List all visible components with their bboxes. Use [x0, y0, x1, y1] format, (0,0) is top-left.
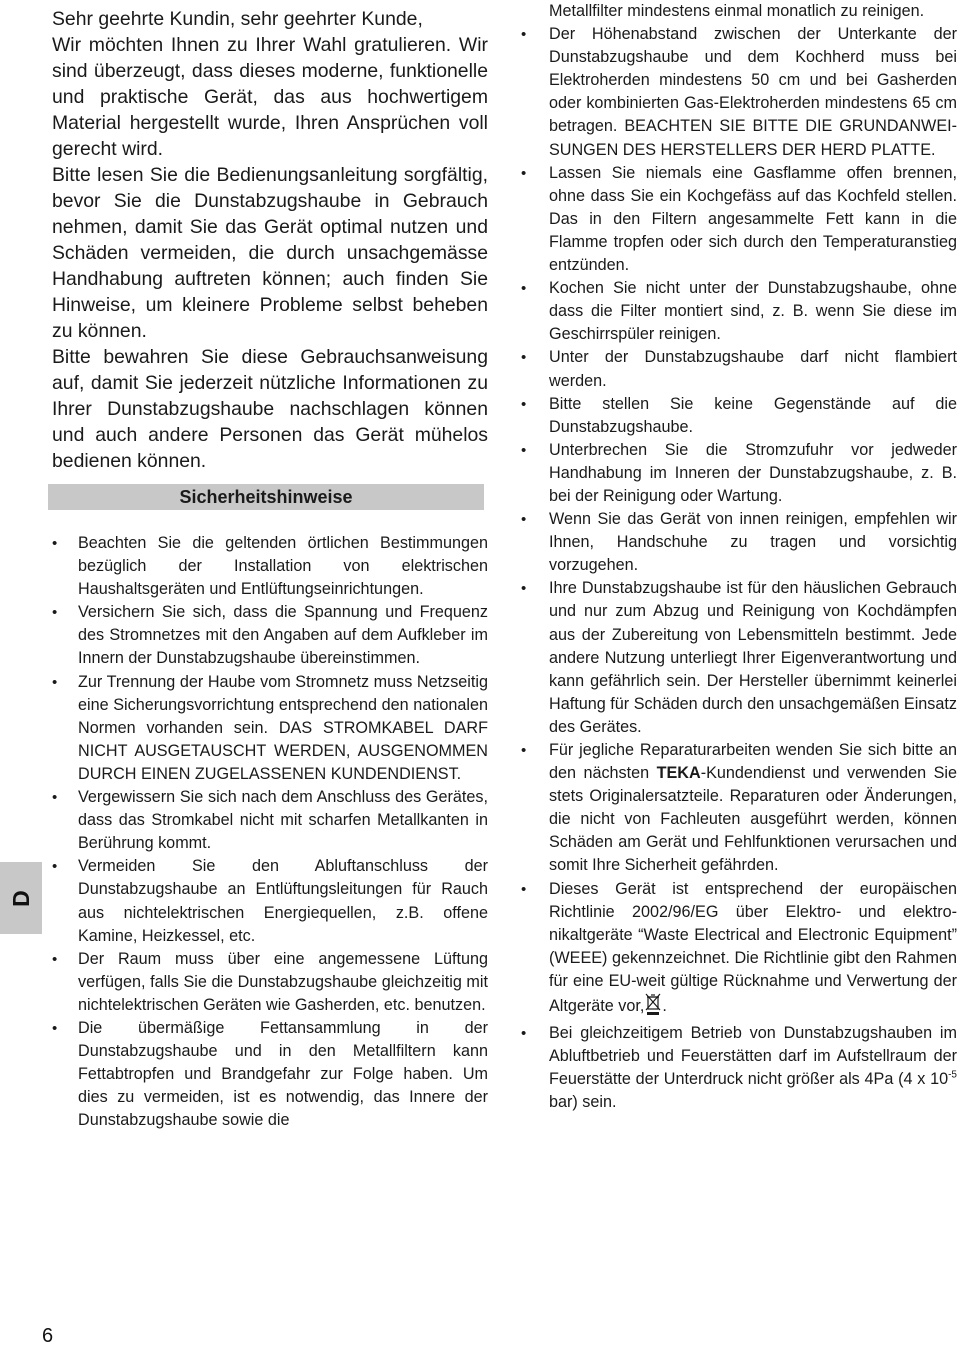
list-item-weee [521, 878, 957, 1023]
list-item: • Versichern Sie sich, dass die Spannung und Frequenz des Stromnetzes mit den Angaben auf dem Aufkleber im Innern der Dunstabzugshaube übereinstimmen. [52, 601, 488, 670]
list-item: • Beachten Sie die geltenden örtlichen Bestimmungen bezüglich der Installation von elektrischen Haushaltsgeräten und Entlüftungseinrichtungen. [52, 532, 488, 601]
list-item-pressure [521, 1022, 957, 1114]
pressure-exponent: -5 [948, 1069, 957, 1081]
language-tab [0, 862, 42, 934]
language-label: D [7, 889, 34, 907]
weee-text: Dieses Gerät ist entsprechend der europäischen Richtlinie 2002/96/EG über Elektro- und elektronikaltgeräte “Waste Electrical and Electronic Equipment” (WEEE) gekennzeichnet. Die Richtlinie gibt den Rahmen für eine EU-weit gültige Rücknahme und Verwertung der Altgeräte vor, [549, 879, 957, 1016]
list-item: • Vergewissern Sie sich nach dem Anschluss des Gerätes, dass das Stromkabel nicht mit scharfen Metallkanten in Berührung kommt. [52, 786, 488, 855]
list-item: • Unter der Dunstabzugshaube darf nicht flambiert werden. [521, 346, 957, 392]
section-heading: Sicherheitshinweise [48, 484, 484, 510]
list-item-repair [521, 739, 957, 878]
list-item: • Lassen Sie niemals eine Gasflamme offen brennen, ohne dass Sie ein Kochgefäss auf das Kochfeld stellen. Das in den Filtern angesammelte Fett kann in die Flamme tropfen oder sich durch den Temperaturanstieg entzünden. [521, 162, 957, 277]
page-number: 6 [42, 1325, 54, 1347]
intro [52, 6, 488, 474]
salutation: Sehr geehrte Kundin, sehr geehrter Kunde, [52, 8, 423, 30]
list-item: • Vermeiden Sie den Abluftanschluss der Dunstabzugshaube an Entlüftungsleitungen für Rauch aus nichtelektrischen Energiequellen, z.B. offene Kamine, Heizkessel, etc. [52, 855, 488, 947]
crossed-bin-icon [645, 993, 661, 1022]
right-column [521, 0, 957, 1115]
brand-name: TEKA [656, 764, 701, 783]
list-item: • Wenn Sie das Gerät von innen reinigen, empfehlen wir Ihnen, Handschuhe zu tragen und vorsichtig vorzugehen. [521, 508, 957, 577]
intro-paragraph: Bitte lesen Sie die Bedienungsanleitung sorgfältig, bevor Sie die Dunstabzugshaube in Gebrauch nehmen, damit Sie das Gerät optimal nutzen und Schäden vermeiden, die durch unsachgemässe Handhabung auftreten können; auch finden Sie Hinweise, um kleinere Probleme selbst beheben zu können. [52, 164, 488, 342]
safety-list-right [521, 23, 957, 1114]
pressure-text-end: bar) sein. [549, 1093, 617, 1112]
intro-paragraph: Wir möchten Ihnen zu Ihrer Wahl gratulieren. Wir sind überzeugt, dass dieses moderne, funktionelle und praktische Gerät, das aus hochwertigem Material hergestellt wurde, Ihren Ansprüchen voll gerecht wird. [52, 34, 488, 160]
list-item: • Die übermäßige Fettansammlung in der Dunstabzugshaube und in den Metallfiltern kann Fettabtropfen und Brandgefahr zur Folge haben. Um dies zu vermeiden, ist es notwendig, das Innere der Dunstabzugshaube sowie die [52, 1017, 488, 1132]
safety-list-left [52, 532, 488, 1132]
list-item: • Bitte stellen Sie keine Gegenstände auf die Dunstabzugshaube. [521, 393, 957, 439]
list-item: • Der Höhenabstand zwischen der Unterkante der Dunstabzugshaube und dem Kochherd muss bei Elektroherden mindestens 50 cm und bei Gasherden oder kombinierten Gas-Elektroherden mindestens 65 cm betragen. BEACHTEN SIE BITTE DIE GRUNDANWEISUNGEN DES HERSTELLERS DER HERD PLATTE. [521, 23, 957, 162]
weee-text-end: . [662, 997, 667, 1016]
list-item: • Ihre Dunstabzugshaube ist für den häuslichen Gebrauch und nur zum Abzug und Reinigung von Kochdämpfen aus der Zubereitung von Lebensmitteln bestimmt. Jede andere Nutzung unterliegt Ihrer Eigenverantwortung und kann gefährlich sein. Der Hersteller übernimmt keinerlei Haftung für Schäden durch den unsachgemäßen Einsatz des Gerätes. [521, 577, 957, 739]
list-item: • Kochen Sie nicht unter der Dunstabzugshaube, ohne dass die Filter montiert sind, z. B. wenn Sie diese im Geschirrspüler reinigen. [521, 277, 957, 346]
list-item: • Der Raum muss über eine angemessene Lüftung verfügen, falls Sie die Dunstabzugshaube gleichzeitig mit nichtelektrischen Geräten wie Gasherden, etc. benutzen. [52, 948, 488, 1017]
continued-text: Metallfilter mindestens einmal monatlich zu reinigen. [549, 2, 925, 20]
list-item: • Unterbrechen Sie die Stromzufuhr vor jedweder Handhabung im Inneren der Dunstabzugshaube, z. B. bei der Reinigung oder Wartung. [521, 439, 957, 508]
left-column [52, 6, 488, 1132]
intro-paragraph: Bitte bewahren Sie diese Gebrauchsanweisung auf, damit Sie jederzeit nützliche Informationen zu Ihrer Dunstabzugshaube nachschlagen können und auch andere Personen das Gerät mühelos bedienen können. [52, 346, 488, 472]
repair-text-before: Für jegliche Reparaturarbeiten wenden Sie sich bitte an den nächsten [549, 741, 957, 783]
list-item: • Zur Trennung der Haube vom Stromnetz muss Netzseitig eine Sicherungsvorrichtung entsprechend den nationalen Normen vorhanden sein. DAS STROMKABEL DARF NICHT AUSGETAUSCHT WERDEN, AUSGENOMMEN DURCH EINEN ZUGELASSENEN KUNDENDIENST. [52, 671, 488, 786]
repair-text-after: -Kundendienst und verwenden Sie stets Originalersatzteile. Reparaturen oder Änderungen, die nicht von Fachleuten ausgeführt werden, können Schäden am Gerät und Fehlfunktionen verursachen und somit Ihre Sicherheit gefährden. [549, 764, 958, 875]
pressure-text: Bei gleichzeitigem Betrieb von Dunstabzugshauben im Abluftbetrieb und Feuerstätten darf im Aufstellraum der Feuerstätte der Unterdruck nicht größer als 4Pa (4 x 10 [549, 1024, 957, 1089]
